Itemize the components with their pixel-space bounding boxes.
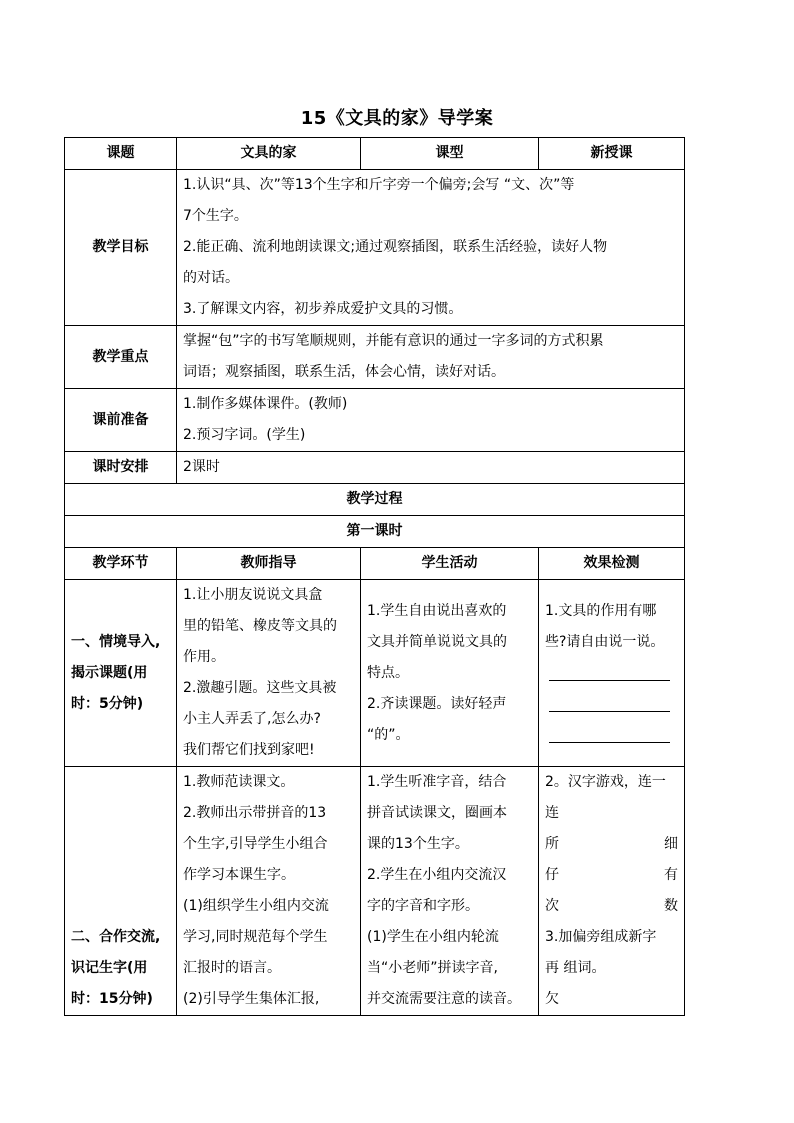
prep-line: 2.预习字词。(学生) (183, 427, 306, 443)
student-line: 字的字音和字形。 (367, 898, 479, 914)
teacher-line: (2)引导学生集体汇报, (183, 991, 320, 1007)
teacher-line: 2.教师出示带拼音的13 (183, 805, 327, 821)
effect-check (539, 580, 685, 767)
match-right[interactable]: 细 (664, 836, 678, 852)
column-header: 效果检测 (539, 548, 685, 580)
check-line: 1.文具的作用有哪 (545, 602, 657, 619)
student-line: 1.学生听准字音，结合 (367, 774, 507, 790)
stage-name-line: 揭示课题(用 (71, 664, 148, 681)
goals-content (177, 170, 685, 326)
stage-name-line: 识记生字(用 (71, 960, 148, 976)
stage-name-line: 时：15分钟) (71, 991, 153, 1007)
teacher-line: (1)组织学生小组内交流 (183, 898, 329, 914)
effect-check (539, 767, 685, 1016)
teacher-line: 作用。 (183, 649, 225, 665)
student-line: (1)学生在小组内轮流 (367, 929, 499, 945)
check-line: 些?请自由说一说。 (545, 633, 665, 650)
goal-line: 2.能正确、流利地朗读课文;通过观察插图，联系生活经验，读好人物 (183, 239, 608, 255)
process-title-row (65, 484, 685, 516)
prep-line: 1.制作多媒体课件。(教师) (183, 396, 348, 412)
match-right[interactable]: 有 (664, 867, 678, 883)
key-point-line: 词语；观察插图，联系生活，体会心情，读好对话。 (183, 364, 505, 380)
goals-label: 教学目标 (65, 170, 177, 326)
teacher-line: 学习,同时规范每个学生 (183, 929, 328, 945)
teacher-line: 1.让小朋友说说文具盒 (183, 587, 323, 603)
goals-row (65, 170, 685, 326)
goal-line: 的对话。 (183, 270, 239, 286)
student-activity (361, 767, 539, 1016)
column-header: 教师指导 (177, 548, 361, 580)
process-title: 教学过程 (65, 484, 685, 516)
teacher-line: 作学习本课生字。 (183, 867, 295, 883)
stage-name-line: 时：5分钟) (71, 695, 144, 712)
teacher-line: 里的铅笔、橡皮等文具的 (183, 618, 337, 634)
topic-value: 文具的家 (177, 138, 361, 170)
goal-line: 1.认识“具、次”等13个生字和斤字旁一个偏旁;会写 “文、次”等 (183, 177, 575, 193)
student-line: 并交流需要注意的读音。 (367, 991, 521, 1007)
student-line: 课的13个生字。 (367, 836, 469, 852)
type-value: 新授课 (539, 138, 685, 170)
match-left[interactable]: 次 (545, 898, 559, 914)
header-row (65, 138, 685, 170)
check-line: 再 组词。 (545, 960, 606, 976)
column-header-row (65, 548, 685, 580)
teacher-guidance (177, 580, 361, 767)
student-line: 2.齐读课题。读好轻声 (367, 695, 507, 712)
stage-row (65, 767, 685, 1016)
student-line: 2.学生在小组内交流汉 (367, 867, 507, 883)
key-points-content (177, 326, 685, 389)
stage-name-line: 一、情境导入, (71, 633, 161, 650)
topic-label: 课题 (65, 138, 177, 170)
match-left[interactable]: 仔 (545, 867, 559, 883)
teacher-line: 2.激趣引题。这些文具被 (183, 680, 337, 696)
column-header: 教学环节 (65, 548, 177, 580)
stage-row (65, 580, 685, 767)
prep-content (177, 389, 685, 452)
lesson-title: 第一课时 (65, 516, 685, 548)
match-right[interactable]: 数 (664, 898, 678, 914)
prep-label: 课前准备 (65, 389, 177, 452)
student-line: 文具并简单说说文具的 (367, 633, 507, 650)
key-points-label: 教学重点 (65, 326, 177, 389)
teacher-line: 1.教师范读课文。 (183, 774, 295, 790)
answer-blank[interactable] (545, 658, 678, 689)
goal-line: 7个生字。 (183, 208, 248, 224)
student-activity (361, 580, 539, 767)
match-left[interactable]: 所 (545, 836, 559, 852)
student-line: 拼音试读课文，圈画本 (367, 805, 507, 821)
teacher-guidance (177, 767, 361, 1016)
student-line: 1.学生自由说出喜欢的 (367, 602, 507, 619)
check-line: 2。汉字游戏，连一 (545, 774, 666, 790)
schedule-value: 2课时 (177, 452, 685, 484)
answer-blank[interactable] (545, 689, 678, 720)
teacher-line: 小主人弄丢了,怎么办? (183, 711, 321, 727)
match-pair (545, 860, 678, 891)
schedule-label: 课时安排 (65, 452, 177, 484)
check-line: 欠 (545, 991, 559, 1007)
match-pair (545, 829, 678, 860)
lesson-plan-table (64, 137, 685, 1016)
teacher-line: 汇报时的语言。 (183, 960, 281, 976)
lesson-title-row (65, 516, 685, 548)
check-line: 连 (545, 805, 559, 821)
key-point-line: 掌握“包”字的书写笔顺规则，并能有意识的通过一字多词的方式积累 (183, 333, 604, 349)
key-points-row (65, 326, 685, 389)
page-title: 15《文具的家》导学案 (300, 108, 494, 129)
teacher-line: 我们帮它们找到家吧! (183, 742, 315, 758)
stage-name-line: 二、合作交流, (71, 929, 161, 945)
column-header: 学生活动 (361, 548, 539, 580)
stage-name (65, 580, 177, 767)
answer-blank[interactable] (545, 720, 678, 751)
match-pair (545, 891, 678, 922)
type-label: 课型 (361, 138, 539, 170)
prep-row (65, 389, 685, 452)
goal-line: 3.了解课文内容，初步养成爱护文具的习惯。 (183, 301, 463, 317)
teacher-line: 个生字,引导学生小组合 (183, 836, 328, 852)
schedule-row (65, 452, 685, 484)
student-line: 特点。 (367, 664, 409, 681)
check-line: 3.加偏旁组成新字 (545, 929, 657, 945)
student-line: 当“小老师”拼读字音, (367, 960, 498, 976)
student-line: “的”。 (367, 726, 410, 743)
stage-name (65, 767, 177, 1016)
